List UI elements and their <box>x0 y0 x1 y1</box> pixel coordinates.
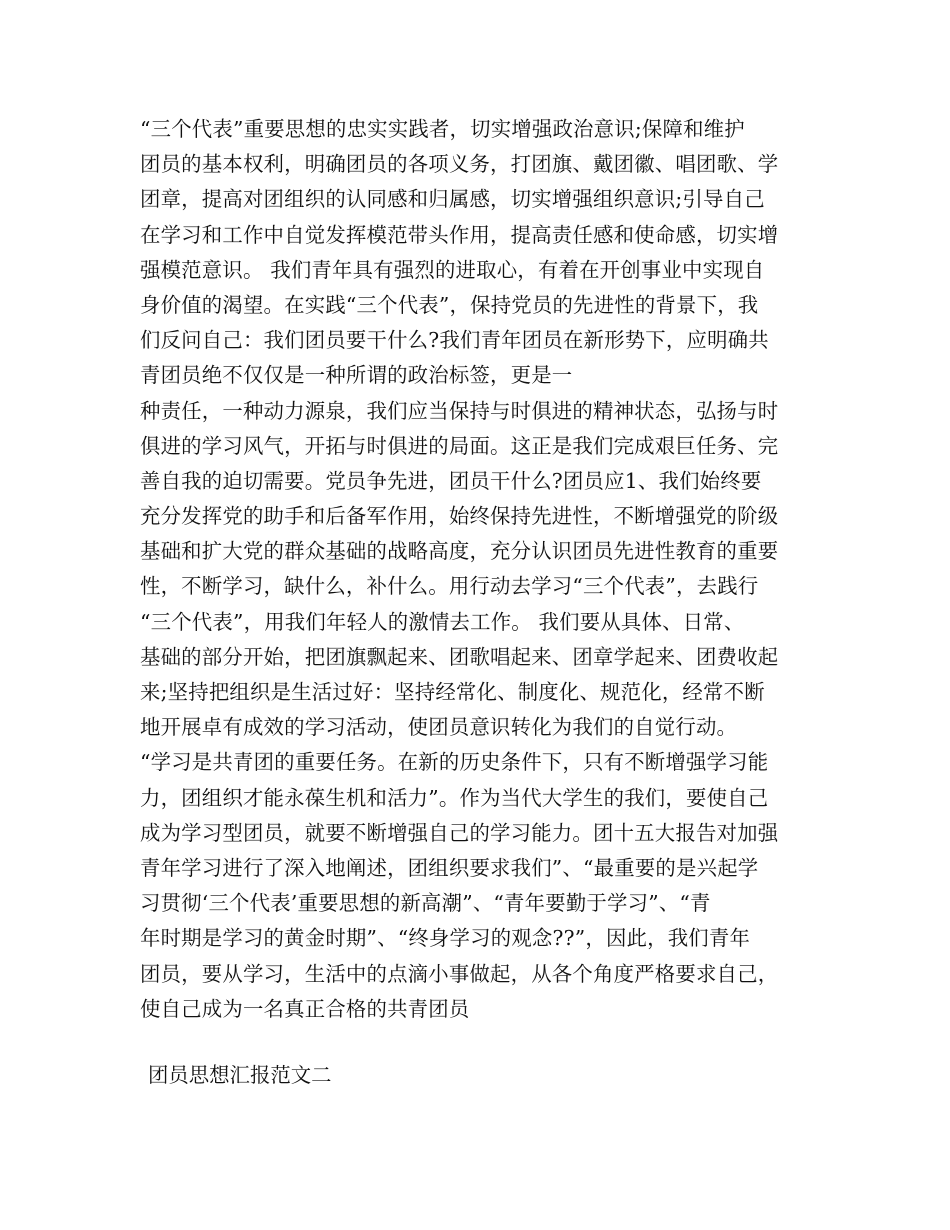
text-line: “三个代表”，用我们年轻人的激情去工作。 我们要从具体、日常、 <box>140 609 745 634</box>
text-line: 在学习和工作中自觉发挥模范带头作用，提高责任感和使命感，切实增 <box>140 222 779 247</box>
text-line: 使自己成为一名真正合格的共青团员 <box>140 996 470 1021</box>
body-paragraph <box>140 112 816 1027</box>
text-line: 习贯彻‘三个代表’重要思想的新高潮”、“青年要勤于学习”、“青 <box>140 891 711 916</box>
text-line: 充分发挥党的助手和后备军作用，始终保持先进性，不断增强党的阶级 <box>140 504 779 529</box>
text-line: “学习是共青团的重要任务。在新的历史条件下，只有不断增强学习能 <box>140 750 769 775</box>
text-line: 地开展卓有成效的学习活动，使团员意识转化为我们的自觉行动。 <box>140 715 738 740</box>
text-line: 性，不断学习，缺什么，补什么。用行动去学习“三个代表”，去践行 <box>140 574 759 599</box>
text-line: 团章，提高对团组织的认同感和归属感，切实增强组织意识;引导自己 <box>140 187 765 212</box>
text-line: 基础和扩大党的群众基础的战略高度，充分认识团员先进性教育的重要 <box>140 539 779 564</box>
text-line: 青团员绝不仅仅是一种所谓的政治标签，更是一 <box>140 363 573 388</box>
text-line: 团员，要从学习，生活中的点滴小事做起，从各个角度严格要求自己， <box>140 961 779 986</box>
text-line: 基础的部分开始，把团旗飘起来、团歌唱起来、团章学起来、团费收起 <box>140 644 779 669</box>
text-line: 们反问自己：我们团员要干什么?我们青年团员在新形势下，应明确共 <box>140 328 769 353</box>
text-line: “三个代表”重要思想的忠实实践者，切实增强政治意识;保障和维护 <box>140 117 745 141</box>
text-line: 青年学习进行了深入地阐述，团组织要求我们”、“最重要的是兴起学 <box>140 855 759 880</box>
text-line: 强模范意识。 我们青年具有强烈的进取心，有着在开创事业中实现自 <box>140 257 765 282</box>
text-line: 身价值的渴望。在实践“三个代表”，保持党员的先进性的背景下，我 <box>140 292 759 317</box>
section-heading: 团员思想汇报范文二 <box>148 1063 332 1087</box>
text-line: 种责任，一种动力源泉，我们应当保持与时俱进的精神状态，弘扬与时 <box>140 398 779 423</box>
text-line: 团员的基本权利，明确团员的各项义务，打团旗、戴团徽、唱团歌、学 <box>140 152 779 177</box>
text-line: 年时期是学习的黄金时期”、“终身学习的观念??”，因此，我们青年 <box>140 926 751 951</box>
text-line: 来;坚持把组织是生活过好：坚持经常化、制度化、规范化，经常不断 <box>140 680 765 704</box>
text-line: 成为学习型团员，就要不断增强自己的学习能力。团十五大报告对加强 <box>140 820 779 845</box>
text-line: 力，团组织才能永葆生机和活力”。作为当代大学生的我们，要使自己 <box>140 785 769 810</box>
text-line: 善自我的迫切需要。党员争先进，团员干什么?团员应1、我们始终要 <box>140 468 762 493</box>
text-line: 俱进的学习风气，开拓与时俱进的局面。这正是我们完成艰巨任务、完 <box>140 433 779 458</box>
